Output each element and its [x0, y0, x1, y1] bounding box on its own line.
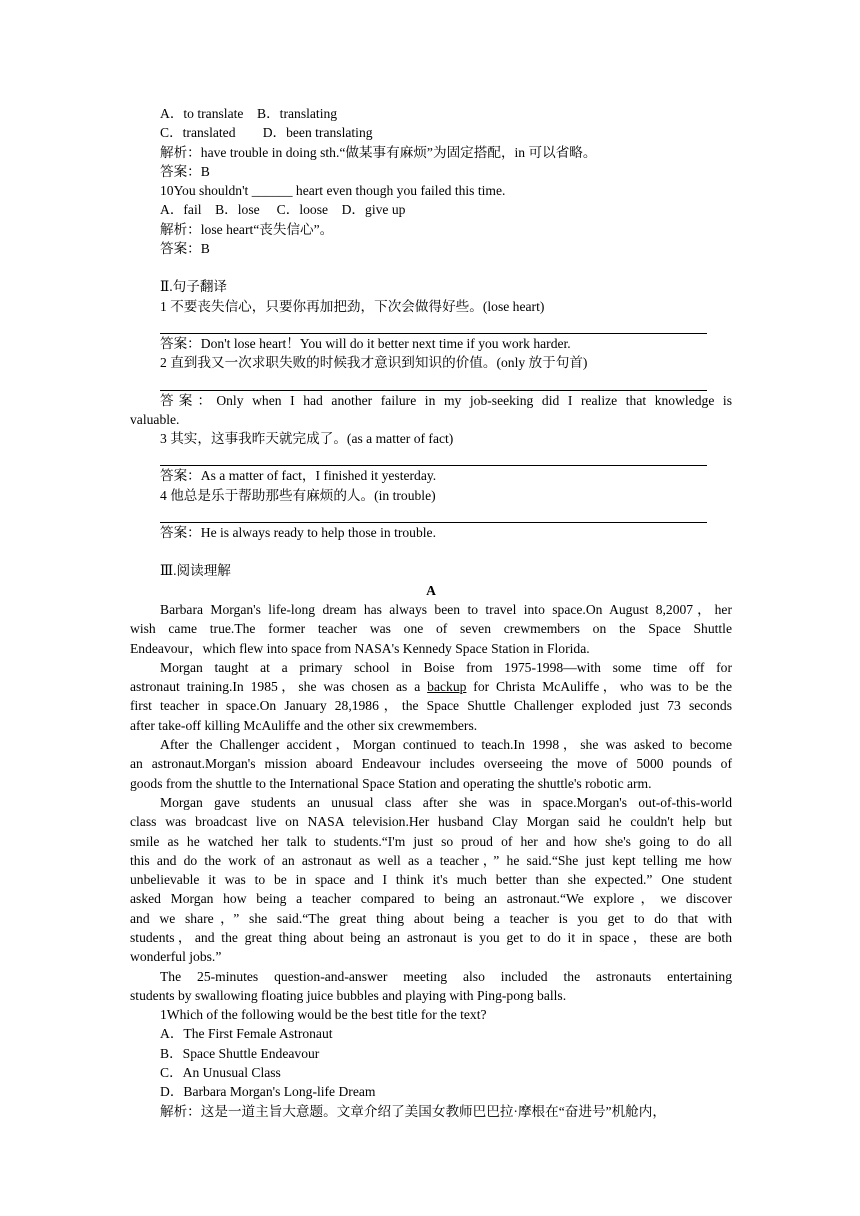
- translation-question: 4 他总是乐于帮助那些有麻烦的人。(in trouble): [160, 487, 436, 503]
- paragraph-line: asked Morgan how being a teacher compared to being an astronaut.“We explore，we discover: [130, 891, 732, 907]
- q10-stem: 10You shouldn't ______ heart even though you failed this time.: [160, 183, 506, 199]
- paragraph-line: students by swallowing floating juice bubbles and playing with Ping-pong balls.: [130, 987, 567, 1003]
- paragraph-line: an astronaut.Morgan's mission aboard Endeavour includes overseeing the move of 5000 pounds of: [130, 756, 732, 772]
- paragraph-line: this and do the work of an astronaut as well as a teacher，” he said.“She just kept telling me how: [130, 852, 732, 868]
- paragraph-line: class was broadcast live on NASA television.Her husband Clay Morgan said he couldn't help but: [130, 814, 732, 830]
- paragraph-line: wish came true.The former teacher was one of seven crewmembers on the Space Shuttle: [130, 621, 732, 637]
- q9-options-ab: A．to translate B．translating: [160, 106, 338, 121]
- paragraph-line: smile as he watched her talk to students.“I'm just so proud of her and how she's going to do all: [130, 833, 732, 849]
- translation-answer-cont: valuable.: [130, 411, 180, 427]
- passage-label: A: [426, 582, 436, 598]
- document-page: [130, 104, 732, 1121]
- q10-answer: 答案：B: [160, 241, 210, 257]
- option-a: A．The First Female Astronaut: [160, 1026, 333, 1042]
- answer-line: [160, 448, 707, 466]
- reading-question-1: 1Which of the following would be the best title for the text?: [160, 1007, 487, 1023]
- translation-answer: 答案：Only when I had another failure in my job-seeking did I realize that knowledge is: [160, 392, 732, 408]
- translation-question: 1 不要丧失信心，只要你再加把劲，下次会做得好些。(lose heart): [160, 298, 545, 314]
- translation-question: 2 直到我又一次求职失败的时候我才意识到知识的价值。(only 放于句首): [160, 355, 588, 371]
- text-run: astronaut training.In 1985，she was chosen as a: [130, 679, 428, 695]
- paragraph-line: The 25-minutes question-and-answer meeting also included the astronauts entertaining: [160, 968, 732, 984]
- passage-paragraph-3: [130, 735, 732, 793]
- text-run: for Christa McAuliffe，who was to be the: [466, 679, 732, 695]
- paragraph-line: Barbara Morgan's life-long dream has always been to travel into space.On August 8,2007，her: [160, 601, 732, 617]
- q9-answer: 答案：B: [160, 163, 210, 179]
- paragraph-line: Endeavour，which flew into space from NASA's Kennedy Space Station in Florida.: [130, 640, 590, 656]
- answer-line: [160, 373, 707, 391]
- spacer: [130, 258, 732, 277]
- answer-line: [160, 505, 707, 523]
- section-heading-translation: Ⅱ.句子翻译: [160, 279, 228, 295]
- translation-answer: 答案：Don't lose heart！You will do it better next time if you work harder.: [160, 335, 571, 351]
- paragraph-line: Morgan gave students an unusual class after she was in space.Morgan's out-of-this-world: [160, 794, 732, 810]
- q9-options-cd: C．translated D．been translating: [160, 125, 373, 141]
- q10-analysis: 解析：lose heart“丧失信心”。: [160, 221, 334, 237]
- option-d: D．Barbara Morgan's Long-life Dream: [160, 1084, 376, 1100]
- paragraph-line: wonderful jobs.”: [130, 949, 222, 965]
- q9-analysis: 解析：have trouble in doing sth.“做某事有麻烦”为固定搭配，in 可以省略。: [160, 144, 597, 160]
- paragraph-line: unbelievable it was to be in space and I think it's much better than she expected.” One student: [130, 872, 732, 888]
- translation-answer: 答案：He is always ready to help those in trouble.: [160, 525, 436, 541]
- underlined-word-backup: backup: [427, 679, 467, 695]
- passage-paragraph-4: [130, 793, 732, 967]
- paragraph-line: goods from the shuttle to the International Space Station and operating the shuttle's robotic arm.: [130, 775, 652, 791]
- spacer: [130, 542, 732, 561]
- option-c: C．An Unusual Class: [160, 1065, 281, 1081]
- paragraph-line: and we share，” she said.“The great thing about being a teacher is you get to do that with: [130, 910, 732, 926]
- translation-question: 3 其实，这事我昨天就完成了。(as a matter of fact): [160, 431, 454, 447]
- passage-paragraph-5: [130, 967, 732, 1006]
- passage-paragraph-2: [130, 658, 732, 735]
- answer-line: [160, 316, 707, 334]
- reading-q1-analysis: 解析：这是一道主旨大意题。文章介绍了美国女教师巴巴拉·摩根在“奋进号”机舱内，: [160, 1103, 666, 1119]
- paragraph-line: students，and the great thing about being an astronaut is you get to do it in space，these are both: [130, 929, 732, 945]
- paragraph-line: [130, 677, 732, 696]
- paragraph-line: after take-off killing McAuliffe and the other six crewmembers.: [130, 717, 478, 733]
- section-heading-reading: Ⅲ.阅读理解: [160, 563, 231, 579]
- passage-paragraph-1: [130, 600, 732, 658]
- paragraph-line: Morgan taught at a primary school in Boise from 1975-1998—with some time off for: [160, 659, 732, 675]
- q10-options: A．fail B．lose C．loose D．give up: [160, 202, 406, 218]
- translation-answer: 答案：As a matter of fact，I finished it yesterday.: [160, 468, 437, 484]
- option-b: B．Space Shuttle Endeavour: [160, 1045, 320, 1061]
- paragraph-line: After the Challenger accident，Morgan continued to teach.In 1998，she was asked to become: [160, 737, 732, 753]
- paragraph-line: first teacher in space.On January 28,1986，the Space Shuttle Challenger exploded just 73 seconds: [130, 698, 732, 714]
